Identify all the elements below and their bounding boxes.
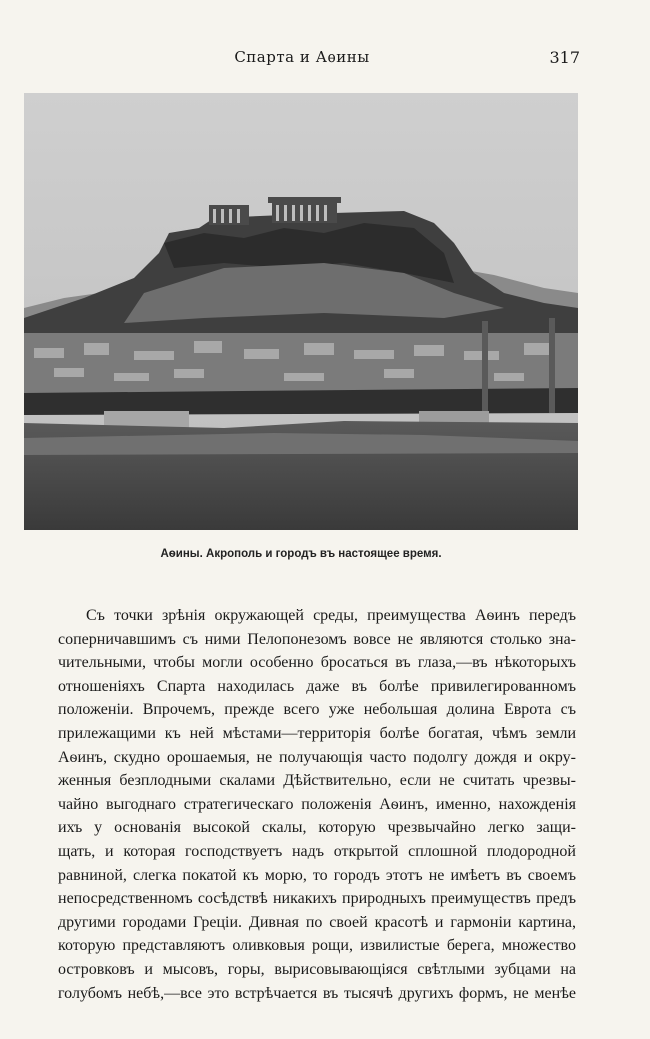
body-paragraph [58, 604, 576, 1005]
text-line: которую представляютъ оливковыя рощи, извилистые берега, множество [58, 937, 576, 955]
page-number: 317 [549, 48, 580, 67]
text-line: положеніи. Впрочемъ, прежде всего уже небольшая долина Еврота съ [58, 701, 576, 719]
text-line: женныя безплодными скалами Дѣйствительно, если не считать чрезвы- [58, 772, 576, 790]
figure-caption: Аѳины. Акрополь и городъ въ настоящее время. [160, 548, 442, 560]
text-line: соперничавшимъ съ ними Пелопонезомъ вовсе не являются столько зна- [58, 630, 576, 648]
text-line: равниной, слегка покатой къ морю, то городъ этотъ не имѣетъ въ своемъ [58, 866, 576, 884]
acropolis-photograph [24, 93, 578, 530]
text-line: отношеніяхъ Спарта находилась даже въ болѣе привилегированномъ [58, 677, 576, 695]
text-line: непосредственномъ сосѣдствѣ никакихъ природныхъ преимуществъ предъ [58, 890, 576, 908]
column-right [549, 318, 555, 413]
running-head [24, 48, 580, 72]
text-line: ихъ у основанія высокой скалы, которую чрезвычайно легко защи- [58, 819, 576, 837]
text-line: голубомъ небѣ,—все это встрѣчается въ тысячѣ другихъ формъ, не менѣе [58, 984, 576, 1002]
running-head-title: Спарта и Аѳины [234, 48, 370, 66]
text-line: островковъ и мысовъ, горы, вырисовывающіяся свѣтлыми зубцами на [58, 960, 576, 978]
city-houses [24, 333, 578, 393]
text-line: другими городами Греціи. Дивная по своей красотѣ и гармоніи картина, [58, 913, 576, 931]
text-line: щать, и которая господствуетъ надъ открытой сплошной плодородной [58, 842, 576, 860]
photo-illustration [24, 93, 578, 530]
text-line: Аѳинъ, скудно орошаемыя, не получающія часто подолгу дождя и окру- [58, 748, 576, 766]
text-line: чительными, чтобы могли особенно бросаться въ глаза,—въ нѣкоторыхъ [58, 654, 576, 672]
column-left [482, 321, 488, 411]
text-line: прилежащими къ ней мѣстами—территорія болѣе богатая, чѣмъ земли [58, 724, 576, 742]
text-line: Съ точки зрѣнія окружающей среды, преимущества Аѳинъ передъ [86, 607, 576, 624]
text-line: чайно выгоднаго стратегическаго положенія Аѳинъ, именно, нахожденія [58, 795, 576, 813]
